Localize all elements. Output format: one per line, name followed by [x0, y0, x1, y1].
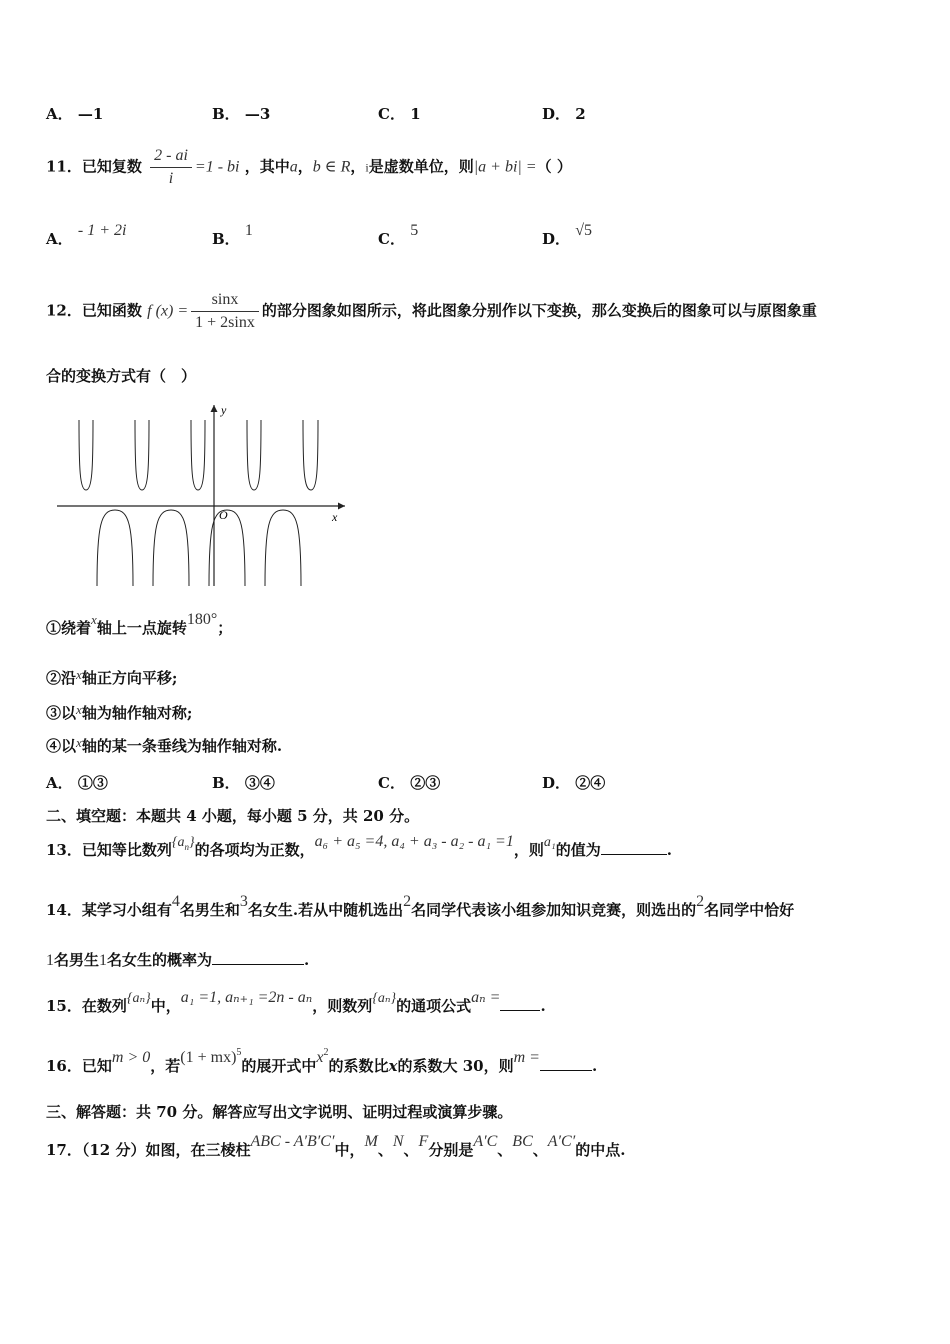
- origin-label: O: [219, 508, 228, 522]
- q12-item-2: ②沿x轴正方向平移;: [46, 667, 178, 687]
- y-axis-label: y: [221, 403, 227, 417]
- q10-option-a: A． —1: [46, 105, 104, 123]
- section-3-heading: 三、解答题：共 70 分。解答应写出文字说明、证明过程或演算步骤。: [46, 1103, 513, 1121]
- q11-option-b: B． 1: [212, 222, 253, 248]
- q10-option-d: D． 2: [542, 105, 586, 123]
- q14-stem: 14．某学习小组有4名男生和3名女生.若从中随机选出2名同学代表该小组参加知识竞赛，则选出的2名同学中恰好: [46, 893, 795, 919]
- q16-answer-blank[interactable]: [540, 1056, 592, 1071]
- q12-graph: [45, 400, 355, 590]
- q12-option-d: D． ②④: [542, 774, 606, 792]
- q11-stem: 11．已知复数 $\frac{2 - ai}{i}$ =1 - bi ，其中a，b ∈ R，i是虚数单位，则|a + bi| =（ ）: [46, 147, 572, 187]
- q10-option-b: B． —3: [212, 105, 271, 123]
- q16-stem: 16．已知m > 0，若(1 + mx)$^5$的展开式中$x^2$的系数比x的系数大 30，则m = .: [46, 1047, 598, 1075]
- q12-item-3: ③以x轴为轴作轴对称;: [46, 702, 193, 722]
- q11-option-d: D． √5: [542, 222, 593, 248]
- q12-option-b: B． ③④: [212, 774, 275, 792]
- q12-item-4: ④以x轴的某一条垂线为轴作轴对称.: [46, 735, 283, 755]
- q15-answer-blank[interactable]: [500, 996, 540, 1011]
- q11-option-c: C． 5: [378, 222, 419, 248]
- q12-option-a: A． ①③: [46, 774, 108, 792]
- q13-stem: 13．已知等比数列$\{a_n\}$的各项均为正数，a₆ + a₅ =4, a₄ + a₃ - a₂ - a₁ =1，则a₁的值为 .: [46, 833, 672, 859]
- x-axis-label: x: [332, 510, 338, 524]
- q10-option-c: C． 1: [378, 105, 421, 123]
- q12-stem-cont: 合的变换方式有（ ）: [46, 367, 197, 385]
- function-curves: [79, 420, 318, 586]
- q17-stem: 17．（12 分）如图，在三棱柱ABC - A′B′C′中，M、N、F分别是A′C、BC、A′C′的中点.: [46, 1133, 626, 1159]
- q12-stem: 12．已知函数 f (x) = $\frac{\sin x}{1 + 2\sin x}$ 的部分图象如图所示，将此图象分别作以下变换，那么变换后的图象可以与原图象重: [46, 291, 817, 331]
- section-2-heading: 二、填空题：本题共 4 小题，每小题 5 分，共 20 分。: [46, 807, 420, 825]
- q12-fraction: $\frac{\sin x}{1 + 2\sin x}$: [191, 290, 259, 333]
- q13-answer-blank[interactable]: [601, 840, 667, 855]
- q14-answer-blank[interactable]: [212, 950, 304, 965]
- q12-option-c: C． ②③: [378, 774, 441, 792]
- q11-option-a: A． - 1 + 2i: [46, 222, 127, 248]
- q14-stem-cont: 1名男生1名女生的概率为 .: [46, 951, 310, 969]
- q11-fraction: $\frac{2 - ai}{i}$: [150, 146, 192, 189]
- q12-item-1: ①绕着x轴上一点旋转180°；: [46, 611, 233, 637]
- q15-stem: 15．在数列{aₙ}中，a₁ =1, aₙ₊₁ =2n - aₙ，则数列{aₙ}的通项公式aₙ = .: [46, 989, 546, 1015]
